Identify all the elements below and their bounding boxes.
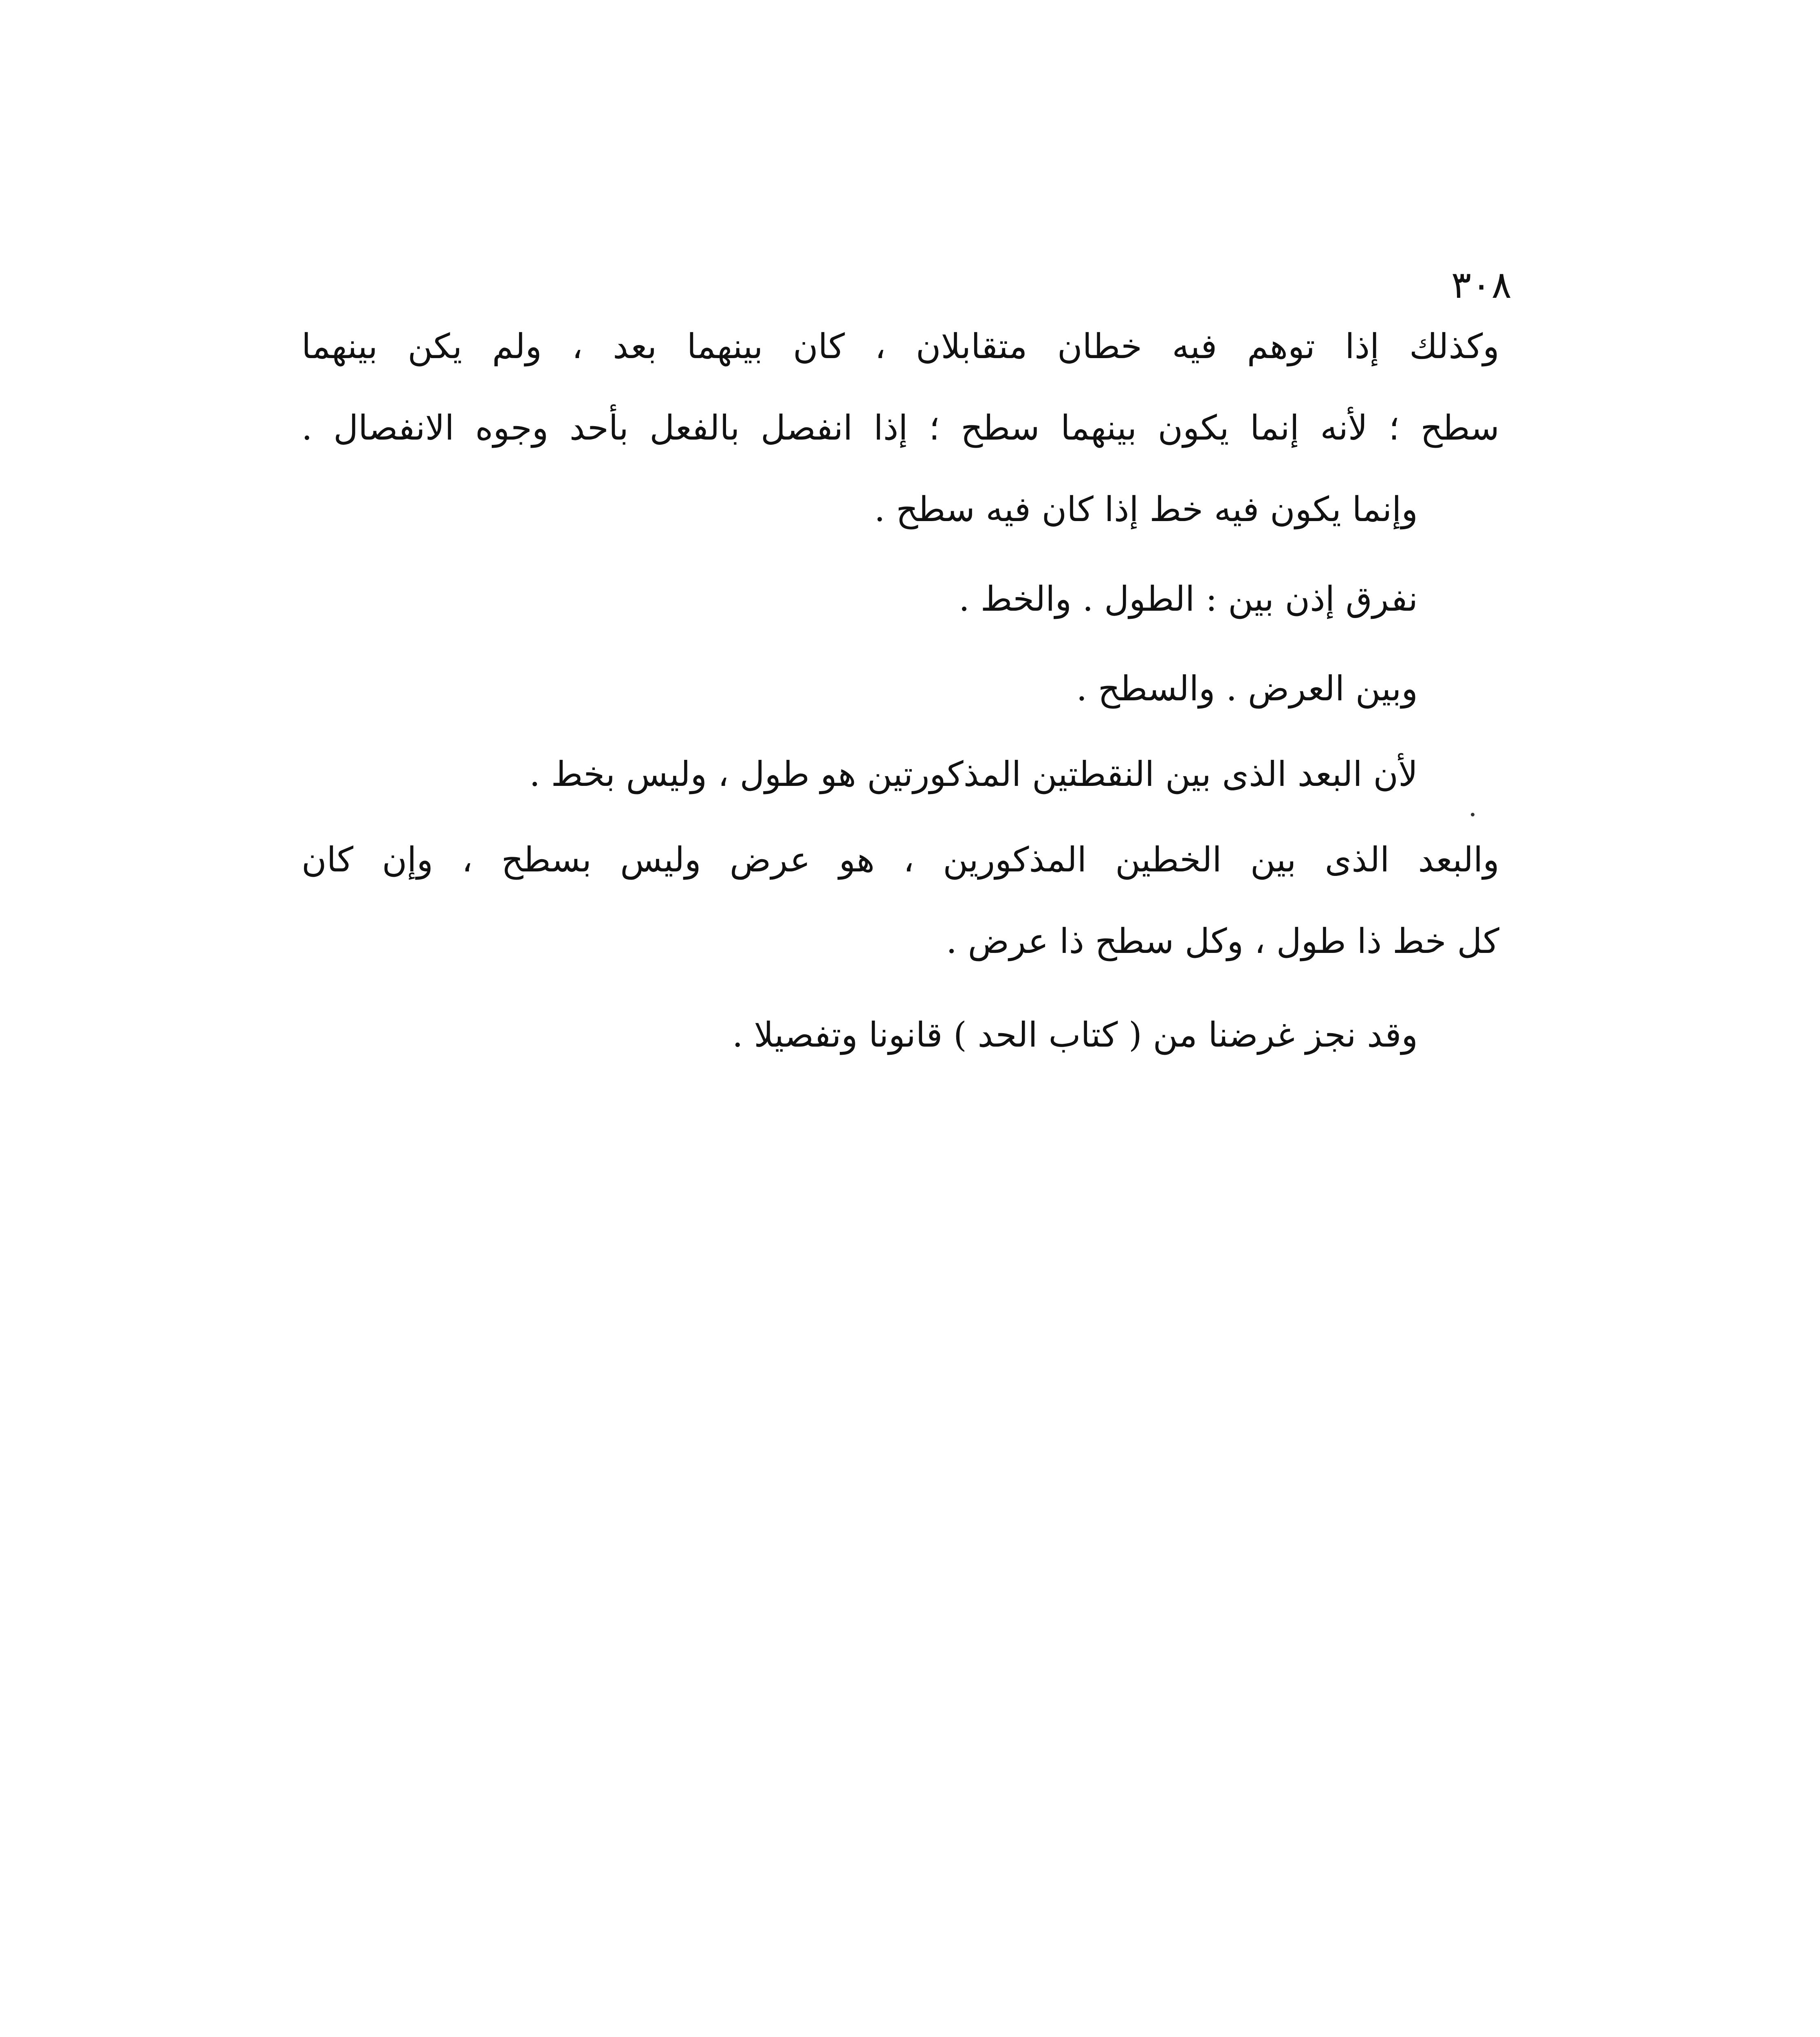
text-line-9: وقد نجز غرضنا من ( كتاب الحد ) قانونا وتفصيلا . [732, 1015, 1418, 1055]
text-line-4: نفرق إذن بين : الطول . والخط . [959, 579, 1418, 619]
text-line-6: لأن البعد الذى بين النقطتين المذكورتين هو طول ، وليس بخط . [529, 754, 1418, 794]
text-line-2: سطح ؛ لأنه إنما يكون بينهما سطح ؛ إذا انفصل بالفعل بأحد وجوه الانفصال . [301, 408, 1499, 448]
text-line-7: والبعد الذى بين الخطين المذكورين ، هو عرض وليس بسطح ، وإن كان [301, 840, 1499, 880]
text-line-5: وبين العرض . والسطح . [1076, 669, 1418, 708]
text-line-8: كل خط ذا طول ، وكل سطح ذا عرض . [946, 921, 1499, 961]
text-line-3: وإنما يكون فيه خط إذا كان فيه سطح . [874, 489, 1418, 529]
stray-dot-mark [1471, 813, 1474, 816]
text-line-1: وكذلك إذا توهم فيه خطان متقابلان ، كان بينهما بعد ، ولم يكن بينهما [301, 326, 1499, 366]
page-number: ٣٠٨ [1451, 263, 1512, 307]
